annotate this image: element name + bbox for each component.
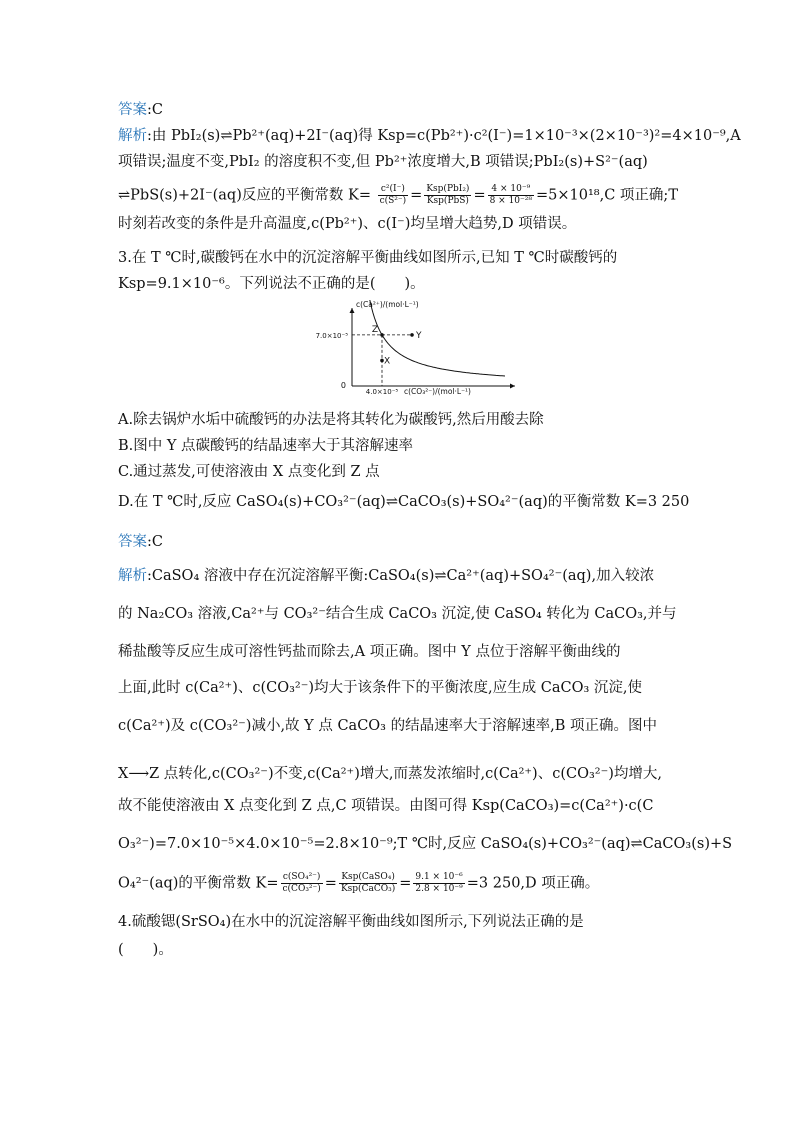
point-label-z: Z — [371, 324, 378, 335]
y-axis-label: c(Ca²⁺)/(mol·L⁻¹) — [356, 300, 419, 309]
q2-analysis-line-3: ⇌PbS(s)+2I⁻(aq)反应的平衡常数 K= $\frac{\text{c²(I⁻)}}{\text{c(S²⁻)}}$ = $\frac{\text{Ksp(PbI₂)}}{\text{Ksp(PbS)}}$ = $\frac{\text{4 × 10⁻⁹}}{\text{8 × 10⁻²⁸}}$ =5×10¹⁸,C 项正确;T — [118, 184, 678, 206]
option-a: A.除去锅炉水垢中硫酸钙的办法是将其转化为碳酸钙,然后用酸去除 — [118, 412, 544, 428]
q2-analysis-line-2: 项错误;温度不变,PbI₂ 的溶度积不变,但 Pb²⁺浓度增大,B 项错误;PbI₂(s)+S²⁻(aq) — [118, 154, 648, 170]
origin-label: 0 — [340, 381, 346, 390]
q3-analysis-line-9: O₄²⁻(aq)的平衡常数 K= $\frac{\text{c(SO₄²⁻)}}{\text{c(CO₃²⁻)}}$ = $\frac{\text{Ksp(CaSO₄)}}{\text{Ksp(CaCO₃)}}$ = $\frac{\text{9.1 × 10⁻⁶}}{\text{2.8 × 10⁻⁹}}$ =3 250,D 项正确。 — [118, 872, 600, 894]
q2-answer — [118, 100, 676, 120]
chart-svg — [300, 300, 520, 400]
q2-analysis-line-1 — [118, 126, 741, 146]
analysis-label: 解析 — [118, 568, 147, 584]
q3-analysis-line-7: 故不能使溶液由 X 点变化到 Z 点,C 项错误。由图可得 Ksp(CaCO₃)=c(Ca²⁺)·c(C — [118, 798, 654, 814]
analysis-text: =5×10¹⁸,C 项正确;T — [536, 187, 678, 204]
analysis-text: :CaSO₄ 溶液中存在沉淀溶解平衡:CaSO₄(s)⇌Ca²⁺(aq)+SO₄²⁻(aq),加入较浓 — [147, 568, 655, 584]
q3-answer — [118, 532, 676, 552]
q3-analysis-line-5: c(Ca²⁺)及 c(CO₃²⁻)减小,故 Y 点 CaCO₃ 的结晶速率大于溶解速率,B 项正确。图中 — [118, 718, 657, 734]
answer-label: 答案 — [118, 102, 147, 118]
option-b: B.图中 Y 点碳酸钙的结晶速率大于其溶解速率 — [118, 438, 414, 454]
answer-value: :C — [147, 102, 163, 118]
answer-value: :C — [147, 534, 163, 550]
y-axis-arrow — [350, 308, 355, 313]
q3-analysis-line-8: O₃²⁻)=7.0×10⁻⁵×4.0×10⁻⁵=2.8×10⁻⁹;T ℃时,反应 CaSO₄(s)+CO₃²⁻(aq)⇌CaCO₃(s)+S — [118, 836, 733, 852]
fraction: $\frac{\text{Ksp(CaSO₄)}}{\text{Ksp(CaCO₃)}}$ — [340, 872, 396, 894]
point-y — [410, 333, 414, 337]
q3-analysis-line-4: 上面,此时 c(Ca²⁺)、c(CO₃²⁻)均大于该条件下的平衡浓度,应生成 CaCO₃ 沉淀,使 — [118, 680, 643, 696]
q3-stem-line-1: 3.在 T ℃时,碳酸钙在水中的沉淀溶解平衡曲线如图所示,已知 T ℃时碳酸钙的 — [118, 250, 618, 266]
analysis-text: :由 PbI₂(s)⇌Pb²⁺(aq)+2I⁻(aq)得 Ksp=c(Pb²⁺)·c²(I⁻)=1×10⁻³×(2×10⁻³)²=4×10⁻⁹,A — [147, 128, 741, 144]
fraction: $\frac{\text{Ksp(PbI₂)}}{\text{Ksp(PbS)}}$ — [426, 184, 470, 206]
x-axis-arrow — [510, 384, 515, 389]
q3-analysis-line-2: 的 Na₂CO₃ 溶液,Ca²⁺与 CO₃²⁻结合生成 CaCO₃ 沉淀,使 CaSO₄ 转化为 CaCO₃,并与 — [118, 606, 677, 622]
fraction: $\frac{\text{c²(I⁻)}}{\text{c(S²⁻)}}$ — [379, 184, 407, 206]
q4-stem-line-1: 4.硫酸锶(SrSO₄)在水中的沉淀溶解平衡曲线如图所示,下列说法正确的是 — [118, 914, 584, 930]
point-label-x: X — [384, 356, 391, 367]
q3-analysis-line-6: X⟶Z 点转化,c(CO₃²⁻)不变,c(Ca²⁺)增大,而蒸发浓缩时,c(Ca²⁺)、c(CO₃²⁻)均增大, — [118, 766, 663, 782]
solubility-chart — [300, 300, 520, 400]
x-tick-label: 4.0×10⁻⁵ — [365, 388, 399, 396]
fraction: $\frac{\text{c(SO₄²⁻)}}{\text{c(CO₃²⁻)}}$ — [282, 872, 321, 894]
option-d: D.在 T ℃时,反应 CaSO₄(s)+CO₃²⁻(aq)⇌CaCO₃(s)+SO₄²⁻(aq)的平衡常数 K=3 250 — [118, 494, 690, 510]
point-z — [380, 333, 384, 337]
analysis-text: =3 250,D 项正确。 — [466, 875, 600, 892]
q3-stem-line-2: Ksp=9.1×10⁻⁶。下列说法不正确的是( )。 — [118, 276, 425, 292]
analysis-text: ⇌PbS(s)+2I⁻(aq)反应的平衡常数 K= — [118, 187, 371, 204]
q4-stem-line-2: ( )。 — [118, 942, 173, 958]
q3-analysis-line-3: 稀盐酸等反应生成可溶性钙盐而除去,A 项正确。图中 Y 点位于溶解平衡曲线的 — [118, 644, 621, 660]
q2-analysis-line-4: 时刻若改变的条件是升高温度,c(Pb²⁺)、c(I⁻)均呈增大趋势,D 项错误。 — [118, 216, 577, 232]
point-label-y: Y — [416, 330, 422, 341]
option-c: C.通过蒸发,可使溶液由 X 点变化到 Z 点 — [118, 464, 380, 480]
q3-analysis-line-1 — [118, 566, 676, 586]
fraction: $\frac{\text{9.1 × 10⁻⁶}}{\text{2.8 × 10⁻⁹}}$ — [415, 872, 463, 894]
y-tick-label: 7.0×10⁻⁵ — [315, 331, 348, 340]
analysis-text: O₄²⁻(aq)的平衡常数 K= — [118, 875, 279, 892]
analysis-label: 解析 — [118, 128, 147, 144]
x-axis-label: c(CO₃²⁻)/(mol·L⁻¹) — [404, 387, 471, 396]
answer-label: 答案 — [118, 534, 147, 550]
fraction: $\frac{\text{4 × 10⁻⁹}}{\text{8 × 10⁻²⁸}}$ — [489, 184, 533, 206]
